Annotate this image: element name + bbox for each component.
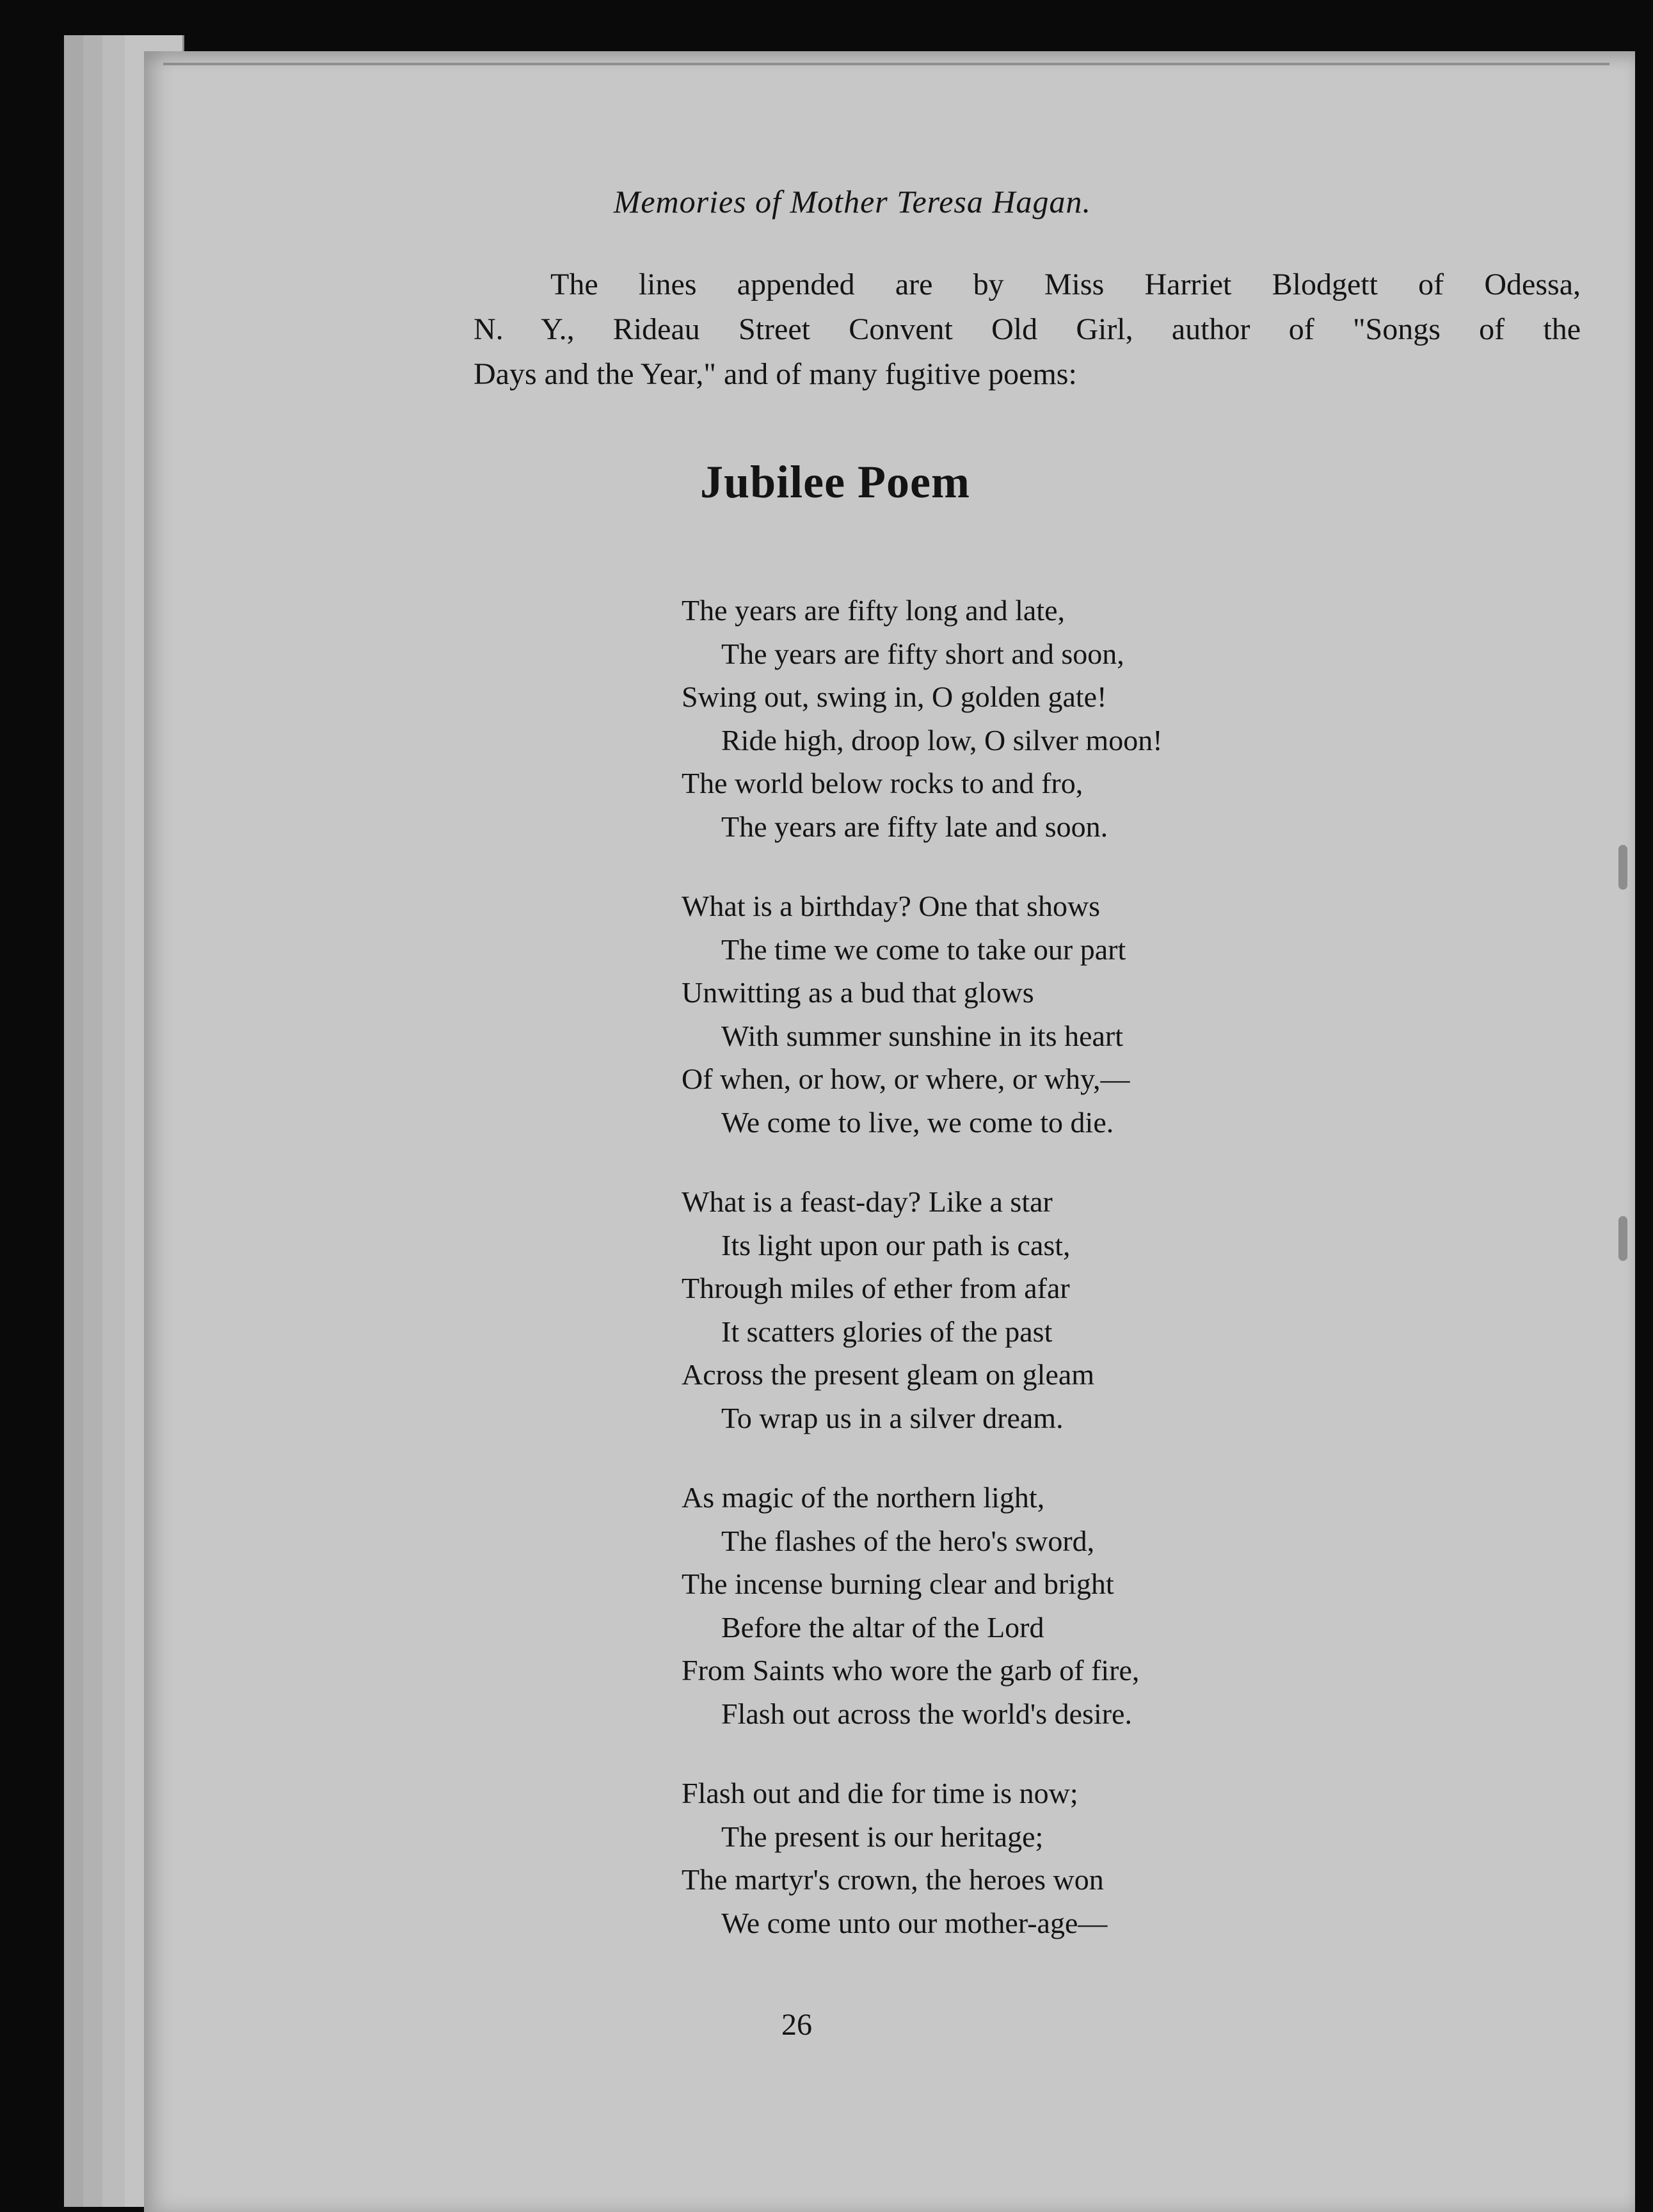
- poem-line: The years are fifty short and soon,: [721, 637, 1124, 670]
- page-number: 26: [781, 2008, 812, 2042]
- poem-line: Flash out across the world's desire.: [721, 1697, 1132, 1730]
- poem-line: It scatters glories of the past: [721, 1315, 1053, 1348]
- intro-paragraph: [474, 262, 1581, 397]
- poem-line: The time we come to take our part: [721, 933, 1126, 966]
- poem-line: Before the altar of the Lord: [721, 1610, 1044, 1644]
- poem-line: The flashes of the hero's sword,: [721, 1524, 1095, 1557]
- poem-line: The martyr's crown, the heroes won: [682, 1863, 1104, 1896]
- intro-line: Days and the Year," and of many fugitive poems:: [474, 357, 1077, 391]
- poem-line: The incense burning clear and bright: [682, 1567, 1114, 1600]
- intro-line: The lines appended are by Miss Harriet Blodgett of Odessa,: [550, 268, 1581, 301]
- poem-line: The world below rocks to and fro,: [682, 767, 1083, 799]
- poem-line: The present is our heritage;: [721, 1820, 1044, 1853]
- poem-line: To wrap us in a silver dream.: [721, 1401, 1064, 1434]
- poem-line: Of when, or how, or where, or why,—: [682, 1062, 1130, 1095]
- poem-line: As magic of the northern light,: [682, 1481, 1045, 1514]
- poem-line: What is a birthday? One that shows: [682, 890, 1101, 922]
- running-head: Memories of Mother Teresa Hagan.: [613, 184, 1091, 220]
- poem-line: Through miles of ether from afar: [682, 1272, 1070, 1304]
- poem-line: What is a feast-day? Like a star: [682, 1185, 1053, 1218]
- poem-line: Swing out, swing in, O golden gate!: [682, 680, 1107, 713]
- poem-stanza: [682, 1180, 1449, 1439]
- page-tab-mark: [1618, 1216, 1627, 1261]
- poem-line: Its light upon our path is cast,: [721, 1228, 1071, 1262]
- page-tab-mark: [1618, 845, 1627, 890]
- poem-line: With summer sunshine in its heart: [721, 1019, 1124, 1052]
- poem-stanza: [682, 589, 1449, 848]
- poem-line: Flash out and die for time is now;: [682, 1777, 1078, 1809]
- intro-line: N. Y., Rideau Street Convent Old Girl, author of "Songs of the: [474, 312, 1581, 346]
- poem-line: From Saints who wore the garb of fire,: [682, 1654, 1140, 1687]
- poem-line: Across the present gleam on gleam: [682, 1358, 1095, 1391]
- poem-title: Jubilee Poem: [700, 456, 970, 508]
- poem-line: Ride high, droop low, O silver moon!: [721, 723, 1163, 757]
- poem-line: The years are fifty late and soon.: [721, 810, 1108, 843]
- poem-line: We come unto our mother-age—: [721, 1906, 1108, 1939]
- poem-line: We come to live, we come to die.: [721, 1105, 1114, 1139]
- poem-stanza: [682, 1772, 1449, 1944]
- poem-line: Unwitting as a bud that glows: [682, 976, 1034, 1009]
- poem-line: The years are fifty long and late,: [682, 594, 1066, 627]
- poem-stanza: [682, 885, 1449, 1144]
- book-page: [144, 51, 1635, 2212]
- poem-stanza: [682, 1476, 1449, 1735]
- poem-body: [682, 589, 1449, 1981]
